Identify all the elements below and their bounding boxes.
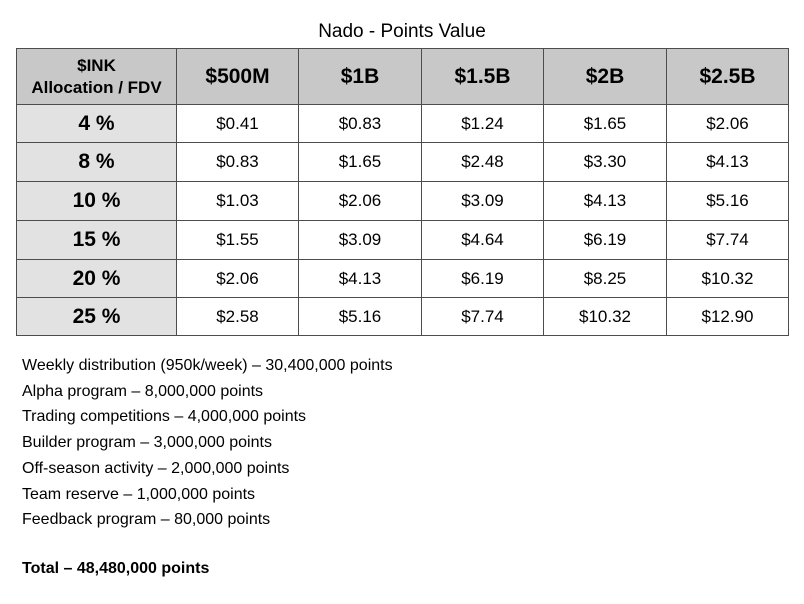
table-cell: $0.41	[177, 105, 299, 143]
table-cell: $1.03	[177, 182, 299, 221]
table-cell: $10.32	[544, 298, 667, 336]
corner-header-line2: Allocation / FDV	[31, 77, 162, 97]
table-row	[17, 260, 789, 298]
row-header: 15 %	[17, 221, 177, 260]
header-row	[17, 49, 789, 105]
table-cell: $2.06	[299, 182, 422, 221]
list-item: Alpha program – 8,000,000 points	[22, 382, 264, 400]
column-header-1-5b: $1.5B	[422, 49, 544, 105]
list-item: Team reserve – 1,000,000 points	[22, 485, 256, 503]
table-cell: $4.13	[299, 260, 422, 298]
table-cell: $12.90	[667, 298, 789, 336]
row-header: 20 %	[17, 260, 177, 298]
table-row	[17, 143, 789, 182]
distribution-list	[22, 353, 393, 533]
table-cell: $0.83	[299, 105, 422, 143]
table-cell: $3.30	[544, 143, 667, 182]
corner-header-line1: $INK	[77, 55, 116, 75]
table-cell: $2.06	[667, 105, 789, 143]
row-header: 10 %	[17, 182, 177, 221]
row-header: 25 %	[17, 298, 177, 336]
table-cell: $1.24	[422, 105, 544, 143]
table-cell: $2.48	[422, 143, 544, 182]
table-cell: $6.19	[544, 221, 667, 260]
table-cell: $4.13	[544, 182, 667, 221]
table-row	[17, 221, 789, 260]
list-item: Weekly distribution (950k/week) – 30,400,000 points	[22, 357, 393, 374]
column-header-1b: $1B	[299, 49, 422, 105]
table-cell: $5.16	[299, 298, 422, 336]
table-cell: $6.19	[422, 260, 544, 298]
row-header: 4 %	[17, 105, 177, 143]
table-cell: $7.74	[422, 298, 544, 336]
table-cell: $4.13	[667, 143, 789, 182]
table-row	[17, 298, 789, 336]
table-cell: $7.74	[667, 221, 789, 260]
table-cell: $3.09	[299, 221, 422, 260]
table-cell: $8.25	[544, 260, 667, 298]
table-cell: $3.09	[422, 182, 544, 221]
points-value-table	[16, 48, 789, 336]
table-cell: $2.06	[177, 260, 299, 298]
row-header: 8 %	[17, 143, 177, 182]
list-item: Feedback program – 80,000 points	[22, 511, 271, 529]
column-header-500m: $500M	[177, 49, 299, 105]
table-row	[17, 182, 789, 221]
table-row	[17, 105, 789, 143]
list-item: Builder program – 3,000,000 points	[22, 434, 272, 452]
table-cell: $1.65	[299, 143, 422, 182]
table-cell: $0.83	[177, 143, 299, 182]
table-cell: $2.58	[177, 298, 299, 336]
column-header-2-5b: $2.5B	[667, 49, 789, 105]
table-cell: $10.32	[667, 260, 789, 298]
list-item: Trading competitions – 4,000,000 points	[22, 408, 307, 426]
column-header-2b: $2B	[544, 49, 667, 105]
corner-header	[17, 49, 177, 105]
page-title: Nado - Points Value	[318, 21, 486, 42]
table-cell: $5.16	[667, 182, 789, 221]
table-cell: $1.65	[544, 105, 667, 143]
table-cell: $4.64	[422, 221, 544, 260]
total-points: Total – 48,480,000 points	[22, 560, 210, 577]
list-item: Off-season activity – 2,000,000 points	[22, 459, 290, 477]
table-cell: $1.55	[177, 221, 299, 260]
